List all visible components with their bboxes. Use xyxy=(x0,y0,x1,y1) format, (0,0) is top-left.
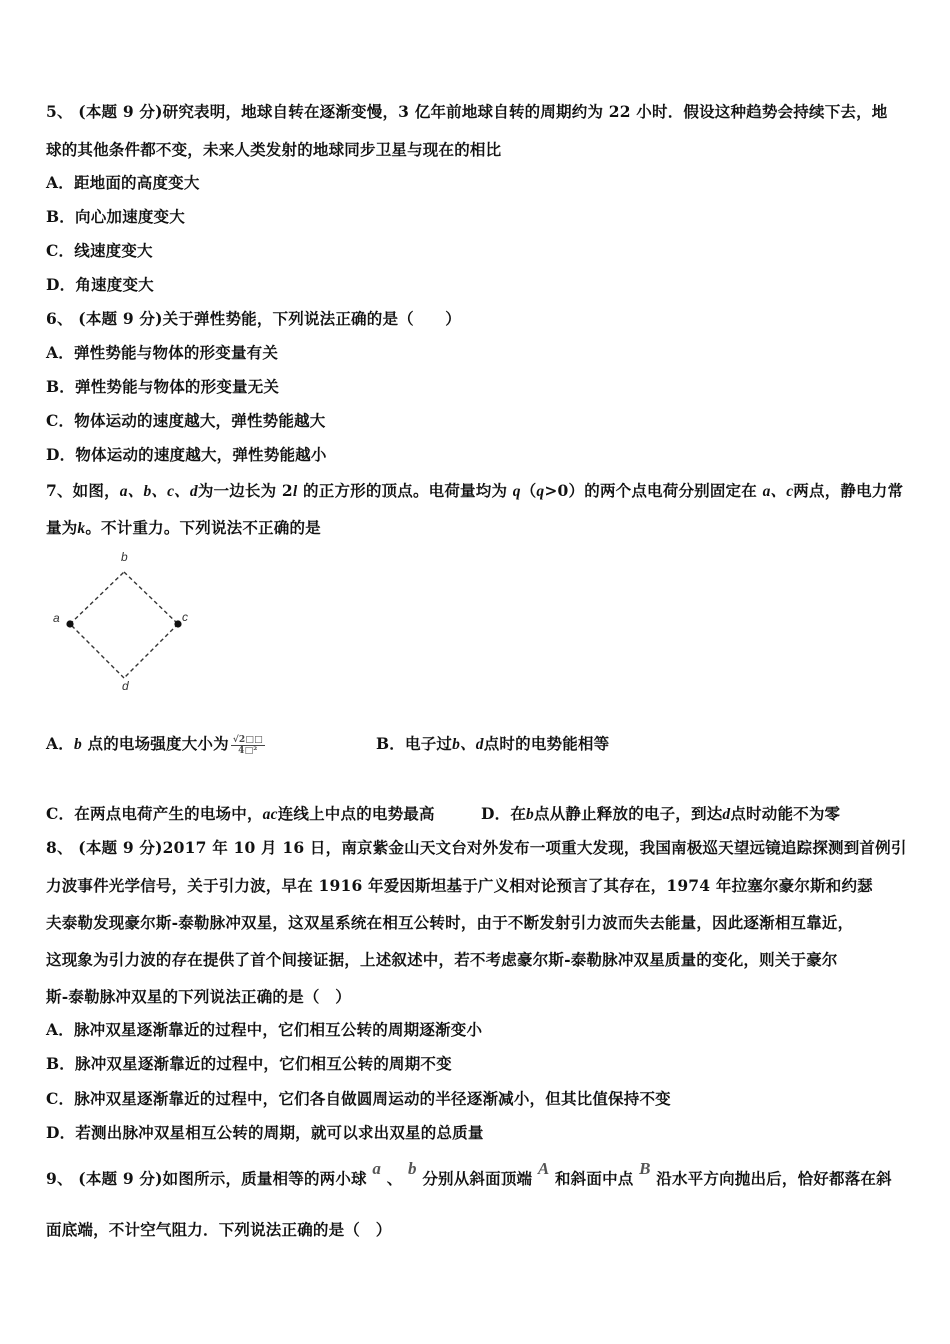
q6-option-b[interactable] xyxy=(46,376,279,398)
option-text: 角速度变大 xyxy=(75,275,154,294)
q8-option-a[interactable] xyxy=(46,1019,482,1041)
q7-formula xyxy=(231,735,265,756)
option-text: 若测出脉冲双星相互公转的周期，就可以求出双星的总质量 xyxy=(75,1123,484,1142)
q5-score-tag: (本题 9 分) xyxy=(78,102,163,121)
edge-da xyxy=(70,624,124,678)
q8-line-3: 夫泰勒发现豪尔斯-泰勒脉冲双星，这双星系统在相互公转时，由于不断发射引力波而失去能量，因此逐渐相互靠近， xyxy=(46,913,854,932)
q9-score-tag: (本题 9 分) xyxy=(78,1169,163,1188)
option-text: 点时的电势能相等 xyxy=(483,734,610,753)
option-text: 电子过 xyxy=(405,734,453,753)
q7-option-d[interactable] xyxy=(481,803,840,826)
q7-line-1 xyxy=(46,480,903,503)
q9-symbol: b xyxy=(408,1159,417,1178)
option-text: 点从静止释放的电子，到达 xyxy=(534,804,723,823)
q8-score-tag: (本题 9 分) xyxy=(78,838,163,857)
q9-text: 分别从斜面顶端 xyxy=(422,1169,533,1188)
edge-bc xyxy=(124,572,178,624)
q5-option-a[interactable] xyxy=(46,172,200,194)
option-text: 在两点电荷产生的电场中， xyxy=(74,804,263,823)
q7-square-diagram xyxy=(46,545,196,695)
q5-line-1 xyxy=(46,101,888,123)
vertex-label-d: d xyxy=(122,679,129,693)
option-text: 脉冲双星逐渐靠近的过程中，它们相互公转的周期逐渐变小 xyxy=(73,1020,483,1039)
q7-line-2 xyxy=(46,517,321,540)
option-key: B． xyxy=(46,207,76,226)
option-key: A． xyxy=(46,173,74,192)
option-text: 脉冲双星逐渐靠近的过程中，它们相互公转的周期不变 xyxy=(75,1054,452,1073)
q8-line-2: 力波事件光学信号，关于引力波，早在 1916 年爱因斯坦基于广义相对论预言了其存在，1974 年拉塞尔豪尔斯和约瑟 xyxy=(46,876,873,895)
option-key: C． xyxy=(46,241,75,260)
q7-text: 两点，静电力常 xyxy=(793,481,904,500)
q7-text: 量为 xyxy=(46,518,78,537)
q9-text: 沿水平方向抛出后，恰好都落在斜 xyxy=(656,1169,892,1188)
q7-text: >0）的两个点电荷分别固定在 xyxy=(544,481,757,500)
q7-var: q xyxy=(512,483,521,500)
q5-number: 5、 xyxy=(46,102,73,121)
option-text: 物体运动的速度越大，弹性势能越大 xyxy=(74,411,326,430)
option-text: 向心加速度变大 xyxy=(75,207,185,226)
q9-text: 如图所示，质量相等的两小球 xyxy=(162,1169,367,1188)
edge-ab xyxy=(70,572,124,624)
option-text: 弹性势能与物体的形变量有关 xyxy=(73,343,279,362)
q7-text: （ xyxy=(520,481,537,500)
q7-var: b、d xyxy=(452,736,484,753)
q6-text: 关于弹性势能，下列说法正确的是（ ） xyxy=(162,309,461,328)
q9-symbol: A xyxy=(537,1159,550,1178)
q9-number: 9、 xyxy=(46,1169,73,1188)
option-key: D． xyxy=(46,445,76,464)
edge-cd xyxy=(124,624,178,678)
option-text: 在 xyxy=(510,804,527,823)
option-key: D． xyxy=(481,804,511,823)
option-text: 线速度变大 xyxy=(74,241,153,260)
option-key: A． xyxy=(46,1020,74,1039)
option-key: C． xyxy=(46,804,75,823)
option-key: B． xyxy=(46,377,76,396)
q9-symbol: a xyxy=(372,1159,382,1178)
q7-var: b xyxy=(73,736,82,753)
q5-option-d[interactable] xyxy=(46,274,154,296)
option-key: B． xyxy=(376,734,406,753)
q5-option-b[interactable] xyxy=(46,206,185,228)
option-text: 脉冲双星逐渐靠近的过程中，它们各自做圆周运动的半径逐渐减小，但其比值保持不变 xyxy=(74,1089,671,1108)
charge-c-dot xyxy=(174,620,181,627)
q6-option-a[interactable] xyxy=(46,342,278,364)
q7-var: k xyxy=(77,520,86,537)
q6-option-c[interactable] xyxy=(46,410,325,432)
q8-line-1 xyxy=(46,837,907,859)
q8-line-4: 这现象为引力波的存在提供了首个间接证据，上述叙述中，若不考虑豪尔斯-泰勒脉冲双星质量的变化，则关于豪尔 xyxy=(46,950,838,969)
option-key: C． xyxy=(46,411,75,430)
q8-option-c[interactable] xyxy=(46,1088,671,1110)
q7-var: b xyxy=(526,806,534,823)
vertex-label-b: b xyxy=(121,550,128,564)
option-key: A． xyxy=(46,343,74,362)
option-text: 弹性势能与物体的形变量无关 xyxy=(75,377,280,396)
formula-numerator: √2□□ xyxy=(232,734,263,745)
option-text: 距地面的高度变大 xyxy=(73,173,200,192)
option-text: 连线上中点的电势最高 xyxy=(277,804,435,823)
q7-var: q xyxy=(536,483,545,500)
q5-line-2: 球的其他条件都不变，未来人类发射的地球同步卫星与现在的相比 xyxy=(46,140,502,159)
q7-text: 。不计重力。下列说法不正确的是 xyxy=(85,518,321,537)
option-text: 物体运动的速度越大，弹性势能越小 xyxy=(75,445,327,464)
option-key: C． xyxy=(46,1089,75,1108)
q7-text: 为一边长为 2 xyxy=(197,481,293,500)
q9-text: 和斜面中点 xyxy=(554,1169,634,1188)
q7-option-b[interactable] xyxy=(376,733,609,756)
option-key: D． xyxy=(46,275,76,294)
q7-text: 7、如图， xyxy=(46,481,120,500)
q7-var: d xyxy=(722,806,731,823)
vertex-label-c: c xyxy=(182,610,188,624)
formula-denominator: 4□² xyxy=(238,745,258,756)
option-key: D． xyxy=(46,1123,76,1142)
vertex-label-a: a xyxy=(53,611,60,625)
q7-var: ac xyxy=(262,806,278,823)
q5-stem-1: 研究表明，地球自转在逐渐变慢，3 亿年前地球自转的周期约为 22 小时．假设这种趋势会持续下去，地 xyxy=(162,102,888,121)
q7-var: a、b、c、d xyxy=(119,483,198,500)
q9-line-2: 面底端，不计空气阻力．下列说法正确的是（ ） xyxy=(46,1220,392,1239)
q8-option-d[interactable] xyxy=(46,1122,484,1144)
q5-option-c[interactable] xyxy=(46,240,153,262)
q7-option-a[interactable] xyxy=(46,733,265,756)
q7-var: a、c xyxy=(762,483,794,500)
option-text: 点的电场强度大小为 xyxy=(87,734,229,753)
q9-symbol: B xyxy=(639,1159,651,1178)
option-text: 点时动能不为零 xyxy=(730,804,841,823)
q9-line-1 xyxy=(46,1159,892,1190)
q7-text: 的正方形的顶点。电荷量均为 xyxy=(303,481,508,500)
q8-line-5: 斯-泰勒脉冲双星的下列说法正确的是（ ） xyxy=(46,987,351,1006)
q9-text: 、 xyxy=(386,1169,403,1188)
q6-stem xyxy=(46,308,461,330)
q7-var: l xyxy=(292,483,298,500)
option-key: A． xyxy=(46,734,74,753)
q6-option-d[interactable] xyxy=(46,444,327,466)
q6-score-tag: (本题 9 分) xyxy=(78,309,163,328)
q6-number: 6、 xyxy=(46,309,73,328)
q8-stem: 2017 年 10 月 16 日，南京紫金山天文台对外发布一项重大发现，我国南极巡天望远镜追踪探测到首例引 xyxy=(162,838,907,857)
q7-option-c[interactable] xyxy=(46,803,435,826)
charge-a-dot xyxy=(66,620,73,627)
q8-number: 8、 xyxy=(46,838,73,857)
q8-option-b[interactable] xyxy=(46,1053,452,1075)
option-key: B． xyxy=(46,1054,76,1073)
